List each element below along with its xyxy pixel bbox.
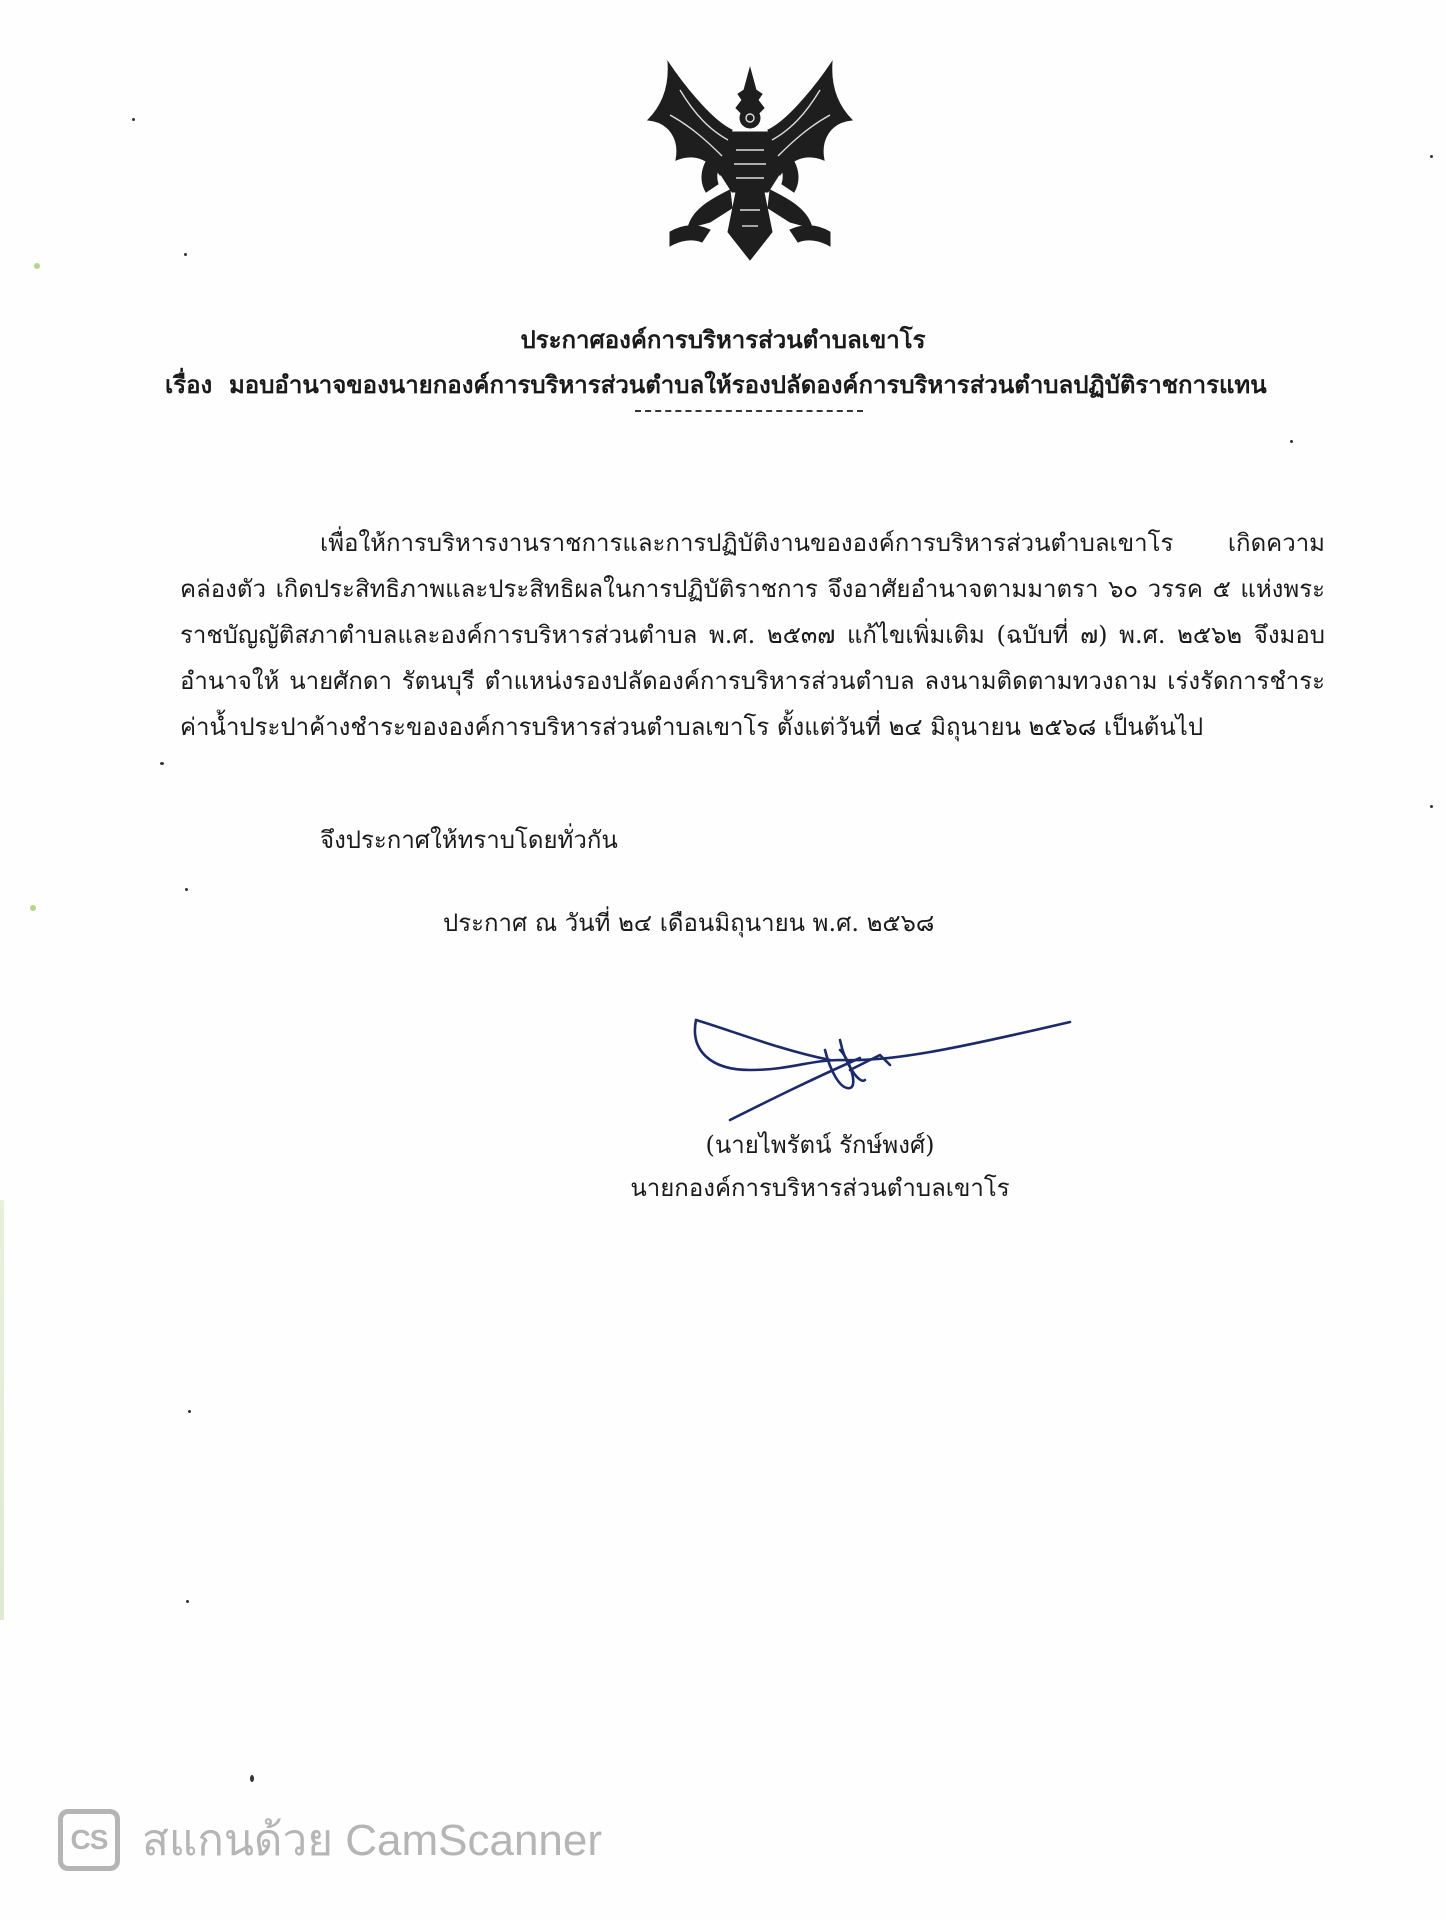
scan-speck bbox=[30, 905, 36, 911]
scan-speck bbox=[132, 118, 135, 121]
handwritten-signature bbox=[690, 1010, 1080, 1130]
camscanner-watermark bbox=[58, 1805, 602, 1875]
scan-speck bbox=[1430, 805, 1433, 808]
scan-speck bbox=[184, 253, 187, 256]
subject-label: เรื่อง bbox=[165, 370, 213, 399]
scan-speck bbox=[160, 762, 164, 765]
scan-edge bbox=[0, 1200, 4, 1620]
announcement-date: ประกาศ ณ วันที่ ๒๔ เดือนมิถุนายน พ.ศ. ๒๕๖๘ bbox=[443, 909, 935, 937]
watermark-text: สแกนด้วย CamScanner bbox=[142, 1816, 603, 1865]
body-paragraph bbox=[180, 520, 1325, 750]
scan-speck bbox=[250, 1775, 254, 1782]
scan-speck bbox=[34, 263, 40, 269]
scan-speck bbox=[185, 888, 188, 891]
signer-name: (นายไพรัตน์ รักษ์พงศ์) bbox=[705, 1131, 935, 1159]
garuda-emblem-icon bbox=[640, 60, 860, 270]
scan-speck bbox=[186, 1600, 189, 1603]
camscanner-logo-icon: CS bbox=[58, 1809, 120, 1871]
body-text: เพื่อให้การบริหารงานราชการและการปฏิบัติงานขององค์การบริหารส่วนตำบลเขาโร เกิดความคล่องตัว เกิดประสิทธิภาพและประสิทธิผลในการปฏิบัติราชการ จึงอาศัยอำนาจตามมาตรา ๖๐ วรรค ๕ แห่งพระราชบัญญัติสภาตำบลและองค์การบริหารส่วนตำบล พ.ศ. ๒๕๓๗ แก้ไขเพิ่มเติม (ฉบับที่ ๗) พ.ศ. ๒๕๖๒ จึงมอบอำนาจให้ นายศักดา รัตนบุรี ตำแหน่งรองปลัดองค์การบริหารส่วนตำบล ลงนามติดตามทวงถาม เร่งรัดการชำระค่าน้ำประปาค้างชำระขององค์การบริหารส่วนตำบลเขาโร ตั้งแต่วันที่ ๒๔ มิถุนายน ๒๕๖๘ เป็นต้นไป bbox=[180, 529, 1325, 741]
title-separator bbox=[635, 410, 863, 412]
document-subject-line bbox=[165, 365, 1325, 404]
document-title: ประกาศองค์การบริหารส่วนตำบลเขาโร bbox=[520, 325, 926, 354]
closing-statement: จึงประกาศให้ทราบโดยทั่วกัน bbox=[320, 826, 618, 854]
scan-speck bbox=[188, 1410, 191, 1413]
signer-title: นายกองค์การบริหารส่วนตำบลเขาโร bbox=[630, 1174, 1010, 1202]
subject-text: มอบอำนาจของนายกองค์การบริหารส่วนตำบลให้รองปลัดองค์การบริหารส่วนตำบลปฏิบัติราชการแทน bbox=[228, 370, 1267, 399]
scan-speck bbox=[1430, 155, 1433, 158]
scan-speck bbox=[1290, 440, 1293, 443]
